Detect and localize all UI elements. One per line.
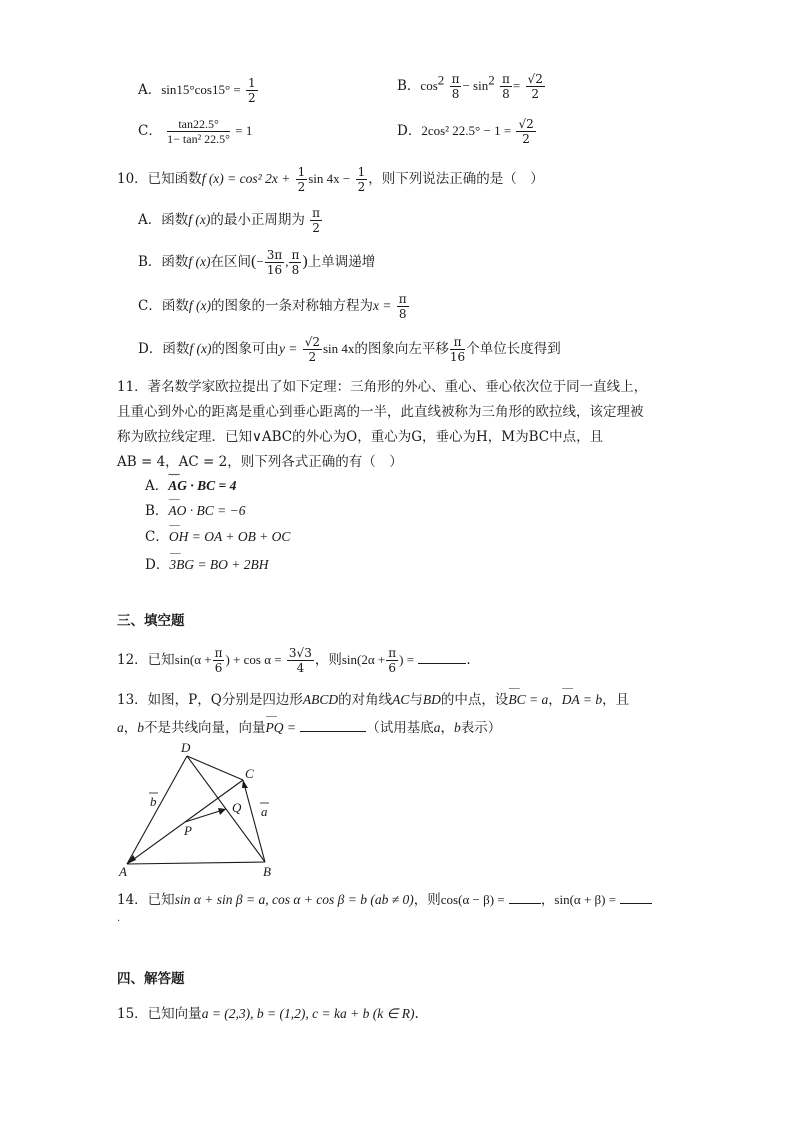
- q11-line-2: 且重心到外心的距离是重心到垂心距离的一半，此直线被称为三角形的欧拉线，该定理被: [117, 404, 644, 420]
- q10-stem: 10．已知函数f (x) = cos² 2x + $\frac{1}{2}$ sin 4x − $\frac{1}{2}$ ，则下列说法正确的是（ ）: [117, 165, 544, 194]
- q9-option-b: B．$\cos^2$ $\frac{\pi}{8}$ − $\sin^2$ $\frac{\pi}{8}$ = $\frac{√2}{2}$: [397, 72, 543, 101]
- edge-CB: [243, 780, 265, 862]
- q14-trailing-dot: .: [117, 913, 121, 924]
- option-a-expr: sin15°cos15° =: [161, 82, 241, 97]
- section-heading-answer: 四、解答题: [117, 971, 185, 987]
- label-vec-b: b: [150, 794, 157, 809]
- q11-option-b: B．⌢⌢⌢ AO · BC = −6: [145, 499, 246, 519]
- q9-option-c: C． $\frac{\tan 22.5^\circ}{\text{1− tan² 22.5°}}$ = 1: [138, 117, 253, 146]
- q11-line-3: 称为欧拉线定理．已知∨ABC的外心为O，重心为G，垂心为H，M为BC中点，且: [117, 429, 604, 445]
- label-P: P: [184, 823, 192, 838]
- label-D: D: [181, 740, 191, 755]
- q15: 15．已知向量a = (2,3), b = (1,2), c = ka + b (k ∈ R).: [117, 1006, 419, 1022]
- q13-quadrilateral-figure: [117, 740, 287, 880]
- arrow-BC: [242, 780, 248, 788]
- q11-option-c: C．⌢⌢⌢ OH = OA + OB + OC: [145, 525, 290, 545]
- q14: 14．已知sin α + sin β = a, cos α + cos β = b (ab ≠ 0)，则cos(α − β) = ，sin(α + β) =: [117, 888, 652, 908]
- q14-answer-blank-1[interactable]: [509, 891, 541, 904]
- q13-line-2: a，b不是共线向量，向量⌢⌢⌢ PQ = （试用基底a，b表示）: [117, 716, 501, 736]
- label-B: B: [263, 864, 271, 879]
- edge-AD: [127, 756, 187, 864]
- edge-AB: [127, 862, 265, 864]
- option-label: A．: [138, 82, 162, 98]
- q11-line-1: 11．著名数学家欧拉提出了如下定理：三角形的外心、重心、垂心依次位于同一直线上，: [117, 379, 648, 395]
- label-C: C: [245, 766, 254, 781]
- q13-answer-blank[interactable]: [300, 719, 366, 732]
- q10-option-b: B．函数f (x)在区间(− $\frac{3\pi}{16}$ , $\frac{\pi}{8}$ )上单调递增: [138, 248, 376, 277]
- q11-option-d: D．⌢⌢⌢ 3BG = BO + 2BH: [145, 553, 269, 573]
- q11-option-a: A．⌢⌢⌢ AG · BC = 4: [145, 474, 236, 494]
- q14-answer-blank-2[interactable]: [620, 891, 652, 904]
- fraction: $\frac{1}{2}$: [248, 76, 256, 105]
- q10-option-c: C．函数f (x)的图象的一条对称轴方程为x = $\frac{\pi}{8}$: [138, 292, 407, 321]
- q9-option-d: D．2cos² 22.5° − 1 = $\frac{√2}{2}$: [397, 117, 534, 146]
- q12-answer-blank[interactable]: [418, 651, 466, 664]
- q11-line-4: AB = 4，AC = 2，则下列各式正确的有（ ）: [117, 454, 403, 470]
- label-A: A: [119, 864, 127, 879]
- label-vec-a: a: [261, 804, 268, 819]
- section-heading-fill-in: 三、填空题: [117, 613, 185, 629]
- arrow-PQ: [218, 808, 226, 815]
- q12: 12．已知sin(α + $\frac{\pi}{6}$ ) + cos α = $\frac{3√3}{4}$ ，则sin(2α + $\frac{\pi}{6}$ ) = .: [117, 646, 471, 675]
- q9-option-a: [138, 76, 259, 105]
- q10-option-d: D．函数f (x)的图象可由y = $\frac{√2}{2}$ sin 4x的图象向左平移 $\frac{\pi}{16}$ 个单位长度得到: [138, 335, 561, 364]
- label-Q: Q: [232, 800, 242, 815]
- q10-option-a: A．函数f (x)的最小正周期为 $\frac{\pi}{2}$: [138, 206, 321, 235]
- q13-line-1: 13．如图，P，Q分别是四边形ABCD的对角线AC与BD的中点，设⌢⌢⌢ BC = a，⌢⌢⌢ DA = b，且: [117, 688, 629, 708]
